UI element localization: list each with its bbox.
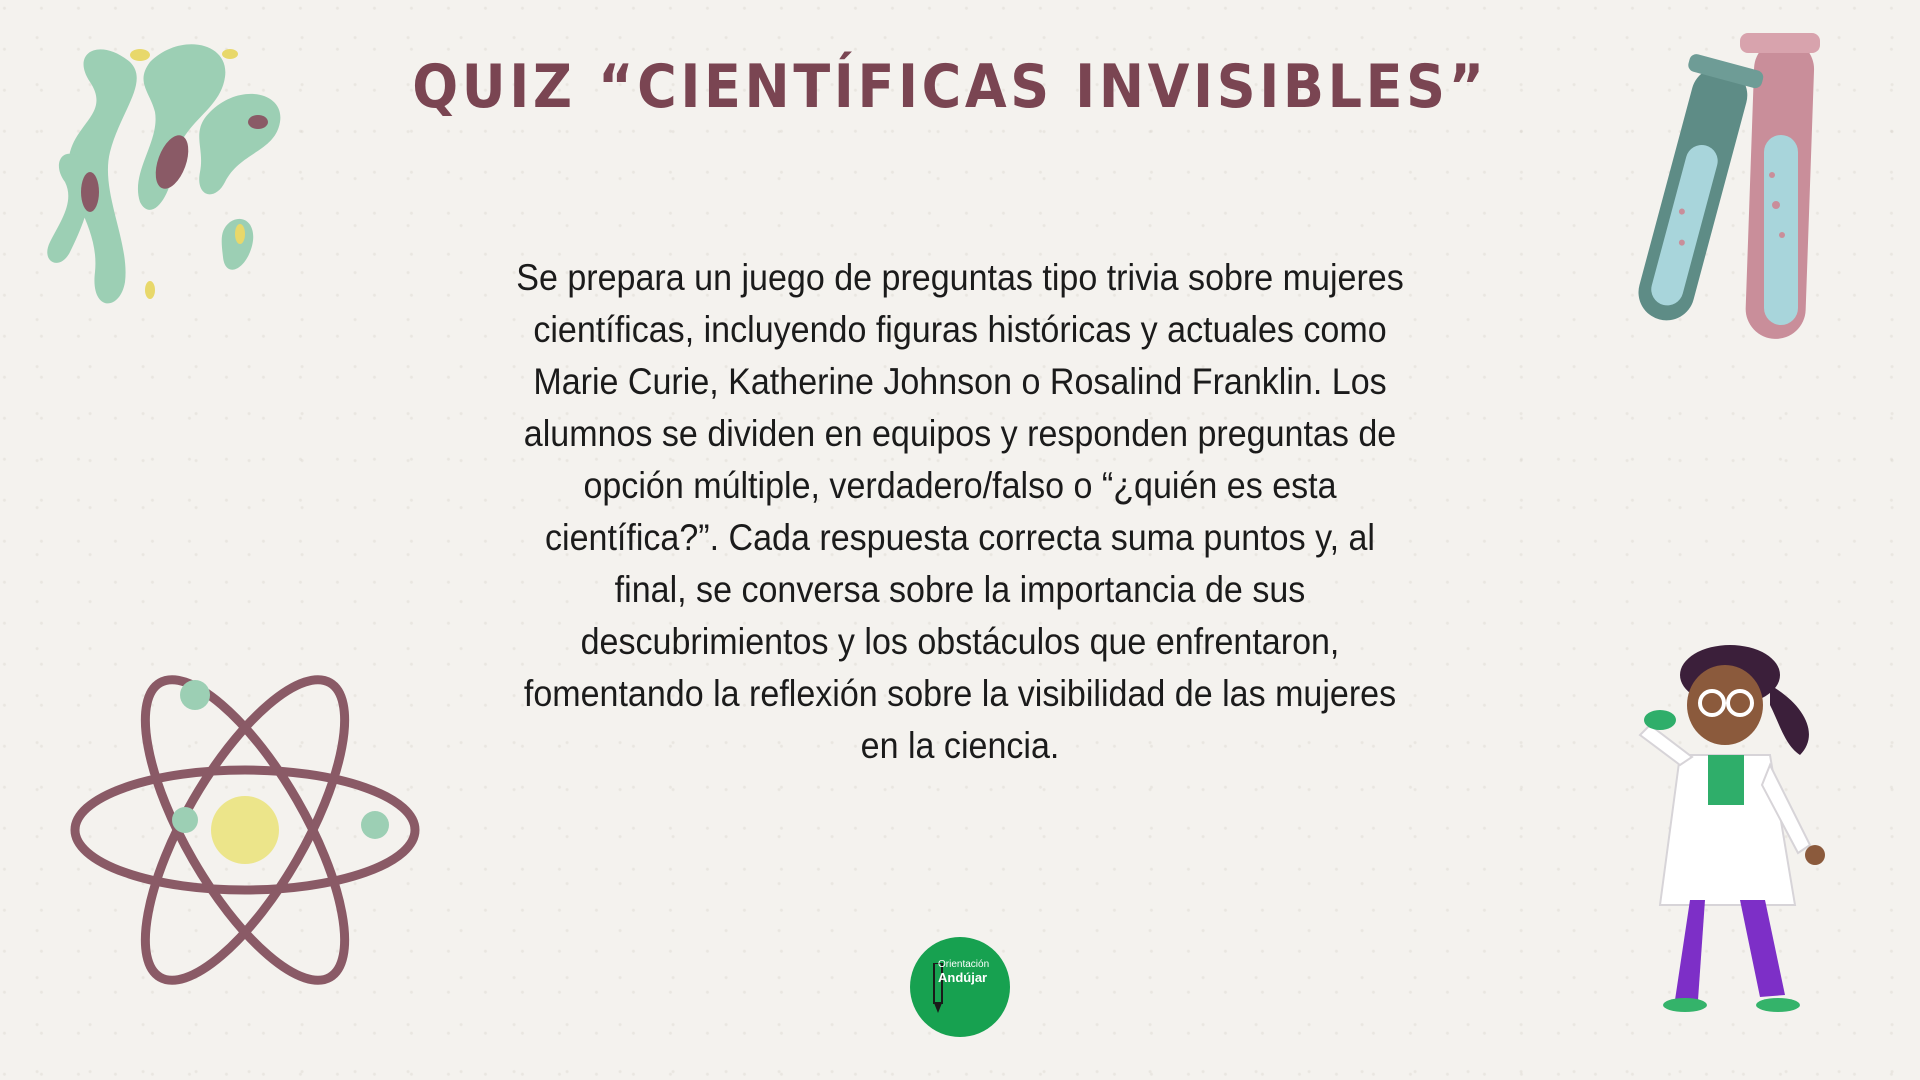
atom-icon [60,660,430,1000]
orientacion-andujar-logo [910,937,1010,1037]
logo-line1: Orientación [938,959,990,970]
slide-title: QUIZ “CIENTÍFICAS INVISIBLES” [412,52,1488,122]
scientist-girl-illustration [1620,645,1880,1040]
slide-body-text: Se prepara un juego de preguntas tipo trivia sobre mujeres científicas, incluyendo figuras históricas y actuales como Marie Curie, Katherine Johnson o Rosalind Franklin. Los alumnos se dividen en equipos y responden preguntas de opción múltiple, verdadero/falso o “¿quién es esta científica?”. Cada respuesta correcta suma puntos y, al final, se conversa sobre la importancia de sus descubrimientos y los obstáculos que enfrentaron, fomentando la reflexión sobre la visibilidad de las mujeres en la ciencia. [516,257,1404,766]
logo-line2: Andújar [938,970,988,985]
